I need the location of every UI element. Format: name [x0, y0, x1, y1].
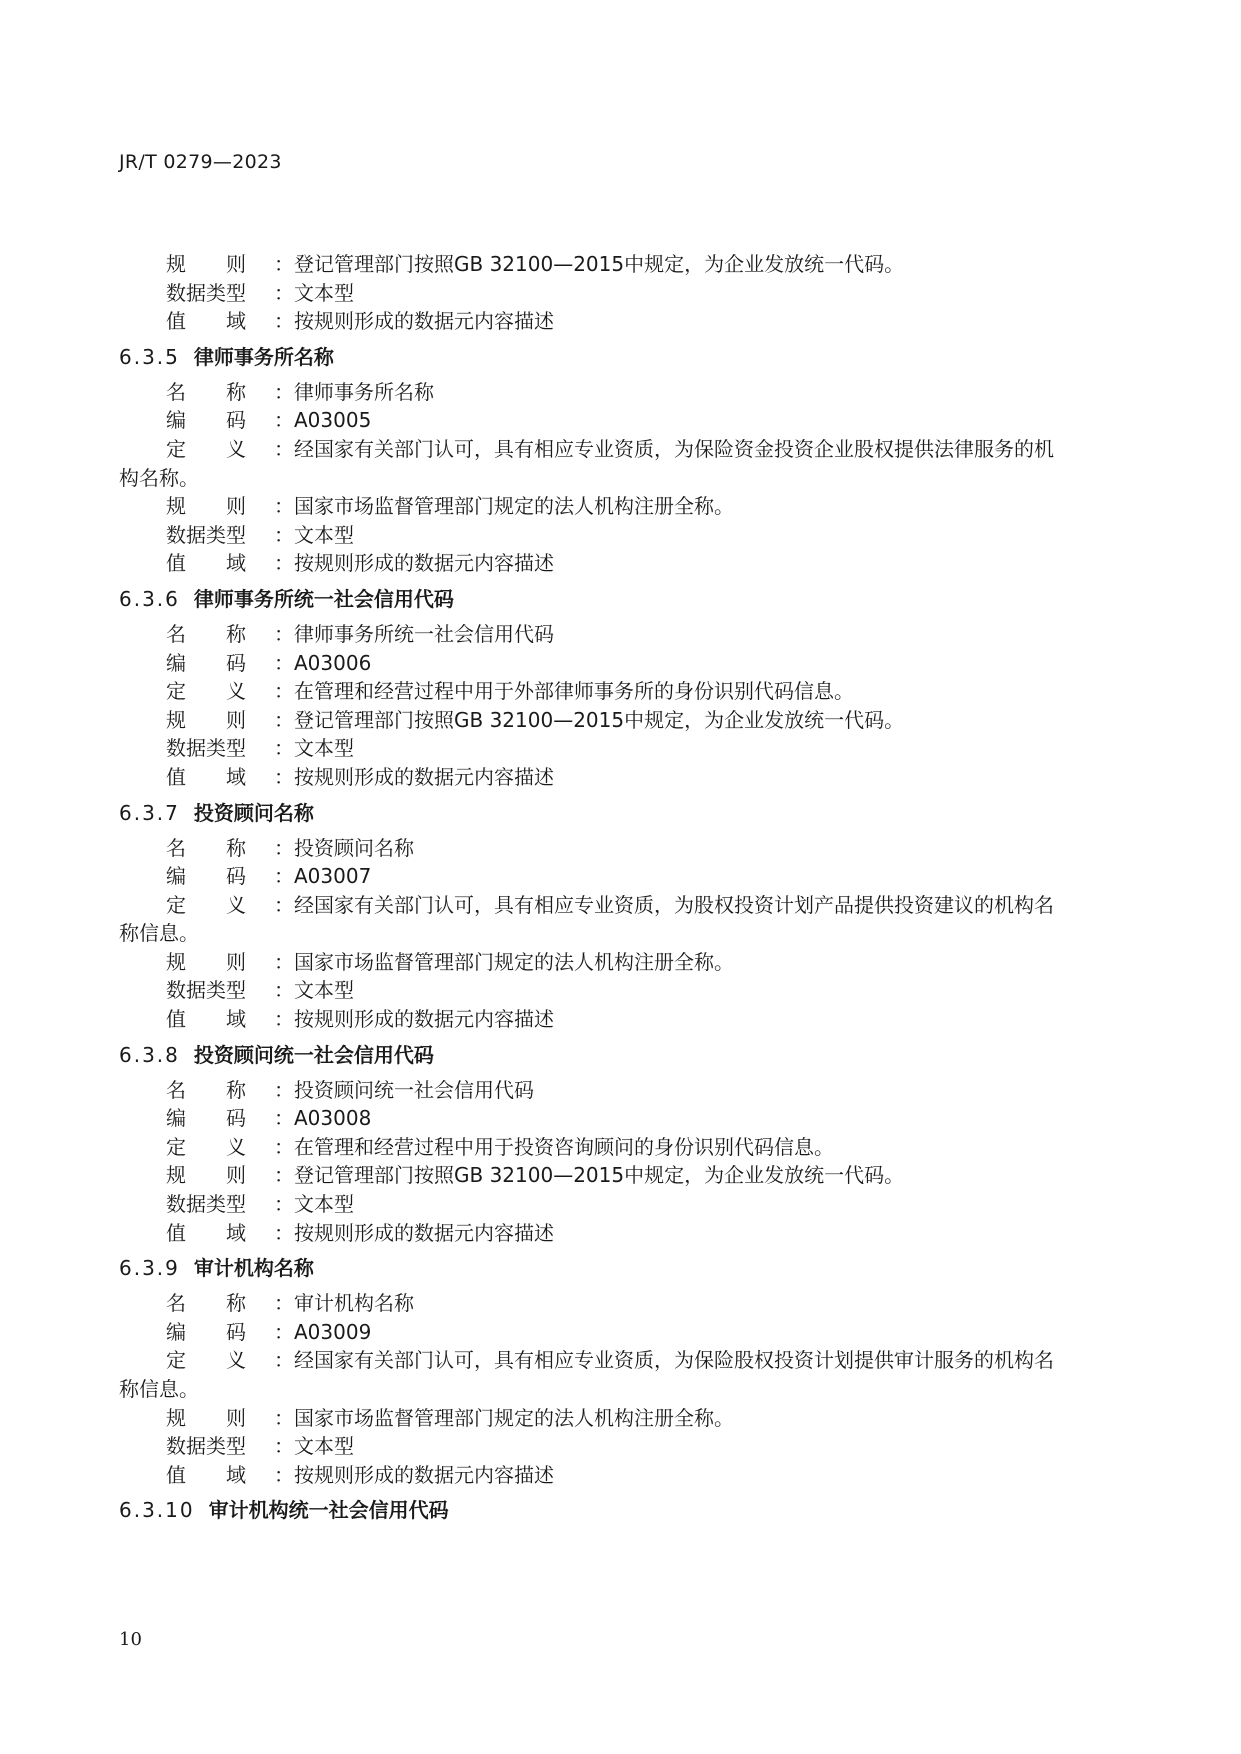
- field-name: 名 称 ：投资顾问名称: [119, 834, 1104, 863]
- field-label: 规 则: [166, 494, 246, 519]
- field-value: 文本型: [294, 978, 354, 1003]
- field-value: 审计机构名称: [294, 1291, 414, 1316]
- field-label: 规 则: [166, 707, 246, 732]
- field-value: 文本型: [294, 522, 354, 547]
- field-type: 数据类型 ：文本型: [119, 279, 1104, 308]
- field-type: 数据类型 ：文本型: [119, 734, 1104, 763]
- field-name: 名 称 ：投资顾问统一社会信用代码: [119, 1076, 1104, 1105]
- section-number: 6.3.10: [119, 1498, 195, 1523]
- section-title: 审计机构名称: [193, 1256, 314, 1281]
- section-heading: [119, 336, 1104, 378]
- field-label: 名 称: [166, 621, 246, 646]
- field-label: 编 码: [166, 864, 246, 889]
- field-value: 律师事务所统一社会信用代码: [294, 621, 554, 646]
- field-label: 编 码: [166, 408, 246, 433]
- field-rule: 规 则 ：国家市场监督管理部门规定的法人机构注册全称。: [119, 948, 1104, 977]
- field-value: 国家市场监督管理部门规定的法人机构注册全称。: [294, 1405, 734, 1430]
- field-value: 文本型: [294, 1192, 354, 1217]
- field-definition: 定 义 ：在管理和经营过程中用于投资咨询顾问的身份识别代码信息。: [119, 1133, 1104, 1162]
- field-rule: 规 则 ：国家市场监督管理部门规定的法人机构注册全称。: [119, 1404, 1104, 1433]
- field-code: 编 码 ：A03006: [119, 649, 1104, 678]
- field-type: 数据类型 ：文本型: [119, 1190, 1104, 1219]
- field-label: 值 域: [166, 1007, 246, 1032]
- section-title: 审计机构统一社会信用代码: [208, 1498, 449, 1523]
- section-heading: [119, 1034, 1104, 1076]
- standard-code: JR/T 0279—2023: [119, 151, 282, 173]
- section-title: 律师事务所名称: [193, 344, 334, 369]
- field-definition-continued: 构名称。: [119, 465, 199, 490]
- field-value: A03008: [294, 1106, 372, 1131]
- field-domain: 值 域 ：按规则形成的数据元内容描述: [119, 307, 1104, 336]
- section-title: 投资顾问名称: [193, 800, 314, 825]
- field-domain: 值 域 ：按规则形成的数据元内容描述: [119, 1461, 1104, 1490]
- field-domain: 值 域 ：按规则形成的数据元内容描述: [119, 763, 1104, 792]
- section-number: 6.3.8: [119, 1042, 180, 1067]
- field-value: 文本型: [294, 736, 354, 761]
- field-value: 登记管理部门按照GB 32100—2015中规定，为企业发放统一代码。: [294, 252, 905, 276]
- page-number: 10: [119, 1629, 142, 1650]
- field-label: 值 域: [166, 551, 246, 576]
- field-value: A03006: [294, 650, 372, 675]
- field-definition: 定 义 ：经国家有关部门认可，具有相应专业资质，为保险股权投资计划提供审计服务的机构名: [119, 1346, 1104, 1375]
- field-value: 经国家有关部门认可，具有相应专业资质，为股权投资计划产品提供投资建议的机构名: [294, 892, 1054, 917]
- field-value: 按规则形成的数据元内容描述: [294, 764, 554, 789]
- field-label: 规 则: [166, 1163, 246, 1188]
- field-value: 按规则形成的数据元内容描述: [294, 1220, 554, 1245]
- field-definition: 定 义 ：经国家有关部门认可，具有相应专业资质，为股权投资计划产品提供投资建议的机构名: [119, 891, 1104, 920]
- field-rule: 规 则 ：国家市场监督管理部门规定的法人机构注册全称。: [119, 492, 1104, 521]
- field-label: 定 义: [166, 1348, 246, 1373]
- field-name: 名 称 ：审计机构名称: [119, 1289, 1104, 1318]
- section-title: 律师事务所统一社会信用代码: [193, 586, 454, 611]
- field-label: 规 则: [166, 252, 246, 276]
- field-type: 数据类型 ：文本型: [119, 976, 1104, 1005]
- field-label: 数据类型: [166, 1434, 246, 1459]
- field-label: 数据类型: [166, 522, 246, 547]
- field-type: 数据类型 ：文本型: [119, 1432, 1104, 1461]
- field-definition: 定 义 ：经国家有关部门认可，具有相应专业资质，为保险资金投资企业股权提供法律服务的机: [119, 435, 1104, 464]
- field-label: 值 域: [166, 1462, 246, 1487]
- field-rule: 规 则 ：登记管理部门按照GB 32100—2015中规定，为企业发放统一代码。: [119, 706, 1104, 735]
- field-code: 编 码 ：A03005: [119, 406, 1104, 435]
- field-code: 编 码 ：A03007: [119, 862, 1104, 891]
- field-domain: 值 域 ：按规则形成的数据元内容描述: [119, 1005, 1104, 1034]
- section-number: 6.3.9: [119, 1256, 180, 1281]
- field-label: 定 义: [166, 892, 246, 917]
- field-label: 名 称: [166, 835, 246, 860]
- field-value: 国家市场监督管理部门规定的法人机构注册全称。: [294, 494, 734, 519]
- field-value: 在管理和经营过程中用于投资咨询顾问的身份识别代码信息。: [294, 1134, 834, 1159]
- field-label: 数据类型: [166, 978, 246, 1003]
- field-value: 律师事务所名称: [294, 379, 434, 404]
- field-label: 定 义: [166, 679, 246, 704]
- field-name: 名 称 ：律师事务所名称: [119, 378, 1104, 407]
- section-heading: [119, 1489, 1104, 1531]
- field-definition-continued: 称信息。: [119, 1377, 199, 1401]
- document-body: [119, 250, 1104, 1531]
- field-definition-continued: 称信息。: [119, 921, 199, 946]
- field-value: 在管理和经营过程中用于外部律师事务所的身份识别代码信息。: [294, 679, 854, 704]
- field-label: 规 则: [166, 949, 246, 974]
- field-rule: 规 则 ：登记管理部门按照GB 32100—2015中规定，为企业发放统一代码。: [119, 250, 1104, 279]
- field-value: 文本型: [294, 280, 354, 305]
- field-definition: 定 义 ：在管理和经营过程中用于外部律师事务所的身份识别代码信息。: [119, 677, 1104, 706]
- field-value: A03005: [294, 408, 372, 433]
- field-label: 值 域: [166, 1220, 246, 1245]
- field-value: A03009: [294, 1319, 372, 1344]
- field-value: 按规则形成的数据元内容描述: [294, 309, 554, 334]
- field-domain: 值 域 ：按规则形成的数据元内容描述: [119, 549, 1104, 578]
- field-value: 登记管理部门按照GB 32100—2015中规定，为企业发放统一代码。: [294, 707, 905, 732]
- field-label: 数据类型: [166, 280, 246, 305]
- field-value: A03007: [294, 864, 372, 889]
- field-name: 名 称 ：律师事务所统一社会信用代码: [119, 620, 1104, 649]
- field-label: 数据类型: [166, 1192, 246, 1217]
- field-label: 数据类型: [166, 736, 246, 761]
- field-value: 按规则形成的数据元内容描述: [294, 1462, 554, 1487]
- field-value: 经国家有关部门认可，具有相应专业资质，为保险资金投资企业股权提供法律服务的机: [294, 436, 1054, 461]
- field-label: 名 称: [166, 1077, 246, 1102]
- section-heading: [119, 792, 1104, 834]
- field-label: 定 义: [166, 436, 246, 461]
- field-code: 编 码 ：A03009: [119, 1318, 1104, 1347]
- field-label: 定 义: [166, 1134, 246, 1159]
- field-label: 名 称: [166, 379, 246, 404]
- field-value: 登记管理部门按照GB 32100—2015中规定，为企业发放统一代码。: [294, 1163, 905, 1188]
- field-label: 规 则: [166, 1405, 246, 1430]
- section-title: 投资顾问统一社会信用代码: [193, 1042, 434, 1067]
- field-value: 经国家有关部门认可，具有相应专业资质，为保险股权投资计划提供审计服务的机构名: [294, 1348, 1054, 1373]
- section-number: 6.3.6: [119, 586, 180, 611]
- field-domain: 值 域 ：按规则形成的数据元内容描述: [119, 1219, 1104, 1248]
- field-type: 数据类型 ：文本型: [119, 521, 1104, 550]
- field-code: 编 码 ：A03008: [119, 1104, 1104, 1133]
- field-value: 投资顾问统一社会信用代码: [294, 1077, 534, 1102]
- field-label: 编 码: [166, 650, 246, 675]
- field-label: 值 域: [166, 764, 246, 789]
- section-heading: [119, 578, 1104, 620]
- field-label: 编 码: [166, 1319, 246, 1344]
- field-label: 名 称: [166, 1291, 246, 1316]
- field-label: 值 域: [166, 309, 246, 334]
- field-value: 国家市场监督管理部门规定的法人机构注册全称。: [294, 949, 734, 974]
- field-value: 投资顾问名称: [294, 835, 414, 860]
- field-rule: 规 则 ：登记管理部门按照GB 32100—2015中规定，为企业发放统一代码。: [119, 1161, 1104, 1190]
- section-heading: [119, 1247, 1104, 1289]
- field-label: 编 码: [166, 1106, 246, 1131]
- field-value: 按规则形成的数据元内容描述: [294, 1007, 554, 1032]
- field-value: 文本型: [294, 1434, 354, 1459]
- section-number: 6.3.7: [119, 800, 180, 825]
- section-number: 6.3.5: [119, 344, 180, 369]
- field-value: 按规则形成的数据元内容描述: [294, 551, 554, 576]
